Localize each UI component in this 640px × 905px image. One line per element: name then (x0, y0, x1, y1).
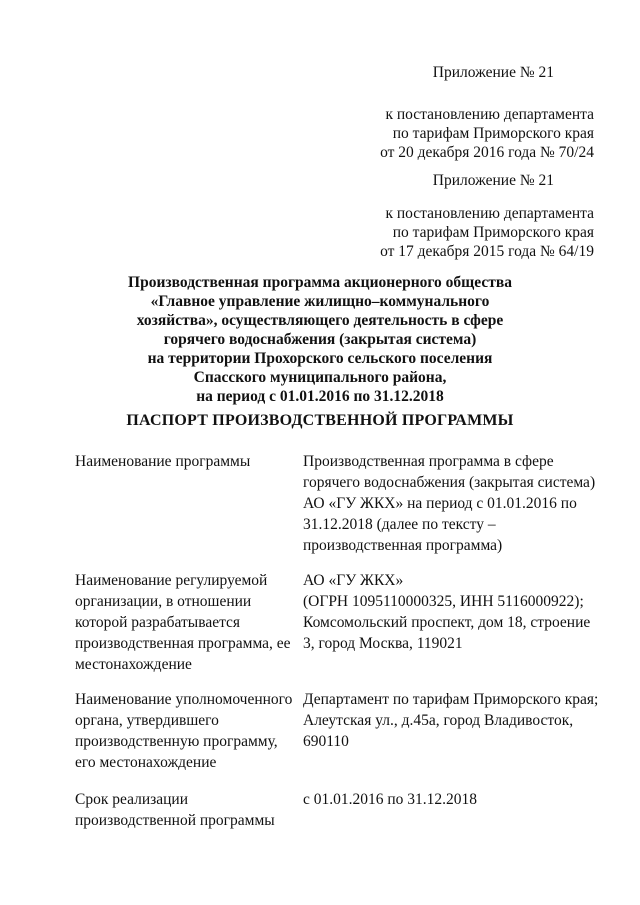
value-line: 3, город Москва, 119021 (303, 635, 463, 652)
decree-line: по тарифам Приморского края (392, 224, 594, 241)
value-line: 31.12.2018 (далее по тексту – (303, 516, 496, 533)
value-line: горячего водоснабжения (закрытая система) (303, 474, 596, 491)
title-line: Спасского муниципального района, (193, 369, 447, 386)
row-value (303, 570, 603, 654)
label-line: Срок реализации (75, 791, 188, 808)
value-line: АО «ГУ ЖКХ» (303, 572, 404, 589)
label-line: которой разрабатывается (75, 614, 241, 631)
label-line: местонахождение (75, 656, 192, 673)
appendix-label: Приложение № 21 (432, 64, 554, 81)
label-line: Наименование регулируемой (75, 572, 268, 589)
decree-line: к постановлению департамента (385, 205, 594, 222)
value-line: (ОГРН 1095110000325, ИНН 5116000922); (303, 593, 584, 610)
label-line: организации, в отношении (75, 593, 252, 610)
decree-reference-previous (380, 204, 594, 261)
value-line: Департамент по тарифам Приморского края; (303, 691, 599, 708)
row-value (303, 451, 603, 556)
title-line: на период с 01.01.2016 по 31.12.2018 (196, 388, 444, 405)
value-line: производственная программа) (303, 537, 503, 554)
label-line: Наименование программы (75, 453, 251, 470)
value-line: Алеутская ул., д.45а, город Владивосток, (303, 712, 574, 729)
value-line: АО «ГУ ЖКХ» на период с 01.01.2016 по (303, 495, 577, 512)
title-line: «Главное управление жилищно–коммунального (150, 293, 490, 310)
row-label (75, 689, 295, 773)
value-line: с 01.01.2016 по 31.12.2018 (303, 791, 478, 808)
value-line: 690110 (303, 733, 349, 750)
label-line: его местонахождение (75, 754, 217, 771)
title-line: горячего водоснабжения (закрытая система) (163, 331, 477, 348)
appendix-number-current (433, 63, 554, 82)
decree-line: от 20 декабря 2016 года № 70/24 (380, 144, 594, 161)
value-line: Производственная программа в сфере (303, 453, 554, 470)
label-line: производственную программу, (75, 733, 278, 750)
decree-line: от 17 декабря 2015 года № 64/19 (380, 243, 594, 260)
label-line: производственной программы (75, 812, 275, 829)
title-line: на территории Прохорского сельского поселения (147, 350, 493, 367)
decree-reference-current (380, 105, 594, 162)
passport-heading: ПАСПОРТ ПРОИЗВОДСТВЕННОЙ ПРОГРАММЫ (126, 412, 514, 429)
row-value (303, 789, 603, 810)
decree-line: к постановлению департамента (385, 106, 594, 123)
label-line: Наименование уполномоченного (75, 691, 293, 708)
appendix-label: Приложение № 21 (432, 172, 554, 189)
label-line: органа, утвердившего (75, 712, 219, 729)
row-label (75, 451, 295, 472)
decree-line: по тарифам Приморского края (392, 125, 594, 142)
program-title (0, 273, 640, 406)
title-line: Производственная программа акционерного общества (128, 274, 512, 291)
row-label (75, 789, 295, 831)
appendix-number-previous (433, 171, 554, 190)
title-line: хозяйства», осуществляющего деятельность в сфере (136, 312, 504, 329)
value-line: Комсомольский проспект, дом 18, строение (303, 614, 591, 631)
label-line: производственная программа, ее (75, 635, 291, 652)
row-value (303, 689, 603, 752)
row-label (75, 570, 295, 675)
